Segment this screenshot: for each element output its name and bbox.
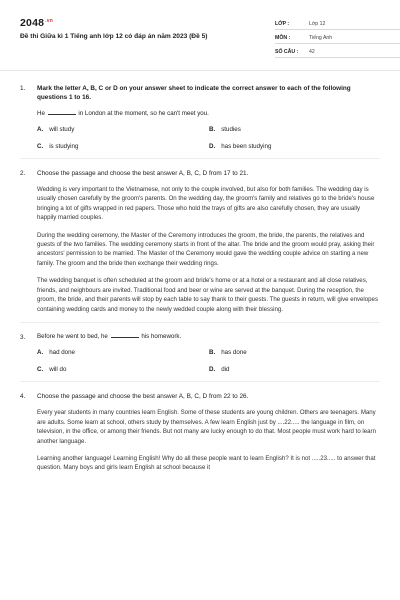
option-text: had done (49, 349, 75, 357)
answer-blank (48, 110, 76, 115)
stem-text: in London at the moment, so he can't meet you. (78, 109, 209, 117)
answer-blank (111, 333, 139, 338)
site-logo[interactable] (20, 16, 53, 31)
option-letter: C. (37, 142, 44, 150)
question-prompt: Choose the passage and choose the best answer A, B, C, D from 22 to 26. (37, 393, 249, 400)
meta-label: SỐ CÂU : (275, 49, 299, 56)
question-divider (20, 158, 380, 159)
option-a[interactable] (37, 126, 209, 135)
option-letter: A. (37, 349, 44, 357)
stem-text: his homework. (141, 333, 182, 341)
option-c[interactable] (37, 366, 209, 375)
option-letter: D. (209, 142, 216, 150)
meta-value: 42 (309, 49, 315, 56)
question-number: 3. (20, 334, 26, 342)
passage-paragraph: Every year students in many countries learn English. Some of these students are young children. Others are teenagers. Many are adults. Some learn at school, others study by themselves. A few learn English just by ....22..... the language in film, on television, in the office, or among their friends. But not many are lucky enough to do that. Most people must work hard to learn another language. (37, 409, 376, 445)
question-list (20, 84, 380, 482)
option-text: did (221, 366, 230, 374)
passage-paragraph: The wedding banquet is often scheduled at the groom and bride's home or at a hotel or a restaurant and all close relatives, friends, and neighbours are invited. Traditional food and beer or wine are served at the banquet. During the reception, the groom, the bride, and their parents will stop by each table to say thank to their guests. The guests in return, will give envelopes containing wedding cards and money to the newly wedded couple along with their blessing. (37, 277, 378, 313)
question-stem (37, 333, 380, 342)
question-divider (20, 381, 380, 382)
question-prompt: Mark the letter A, B, C or D on your answer sheet to indicate the correct answer to each of the following questions 1 to 16. (37, 85, 351, 102)
passage-paragraph: Wedding is very important to the Vietnamese, not only to the couple involved, but also for both families. The wedding day is usually chosen carefully by the groom's parents. On the wedding day, the groom's family and relatives go to the bride's house bringing a lot of gifts wrapped in red papers. Those who hold the trays of gifts are also carefully chosen, they are usually happily married couples. (37, 185, 375, 222)
logo-number: 2048 (20, 17, 45, 29)
option-letter: C. (37, 366, 44, 374)
meta-row-count (275, 44, 400, 58)
meta-row-class (275, 16, 400, 30)
question-1 (20, 84, 380, 159)
option-text: has done (221, 349, 247, 357)
option-text: has been studying (221, 142, 272, 150)
question-number: 4. (20, 393, 26, 400)
question-2 (20, 169, 380, 324)
option-b[interactable] (209, 349, 381, 358)
option-letter: B. (209, 349, 216, 357)
question-3 (20, 333, 380, 382)
option-letter: A. (37, 125, 44, 133)
option-c[interactable] (37, 143, 209, 152)
option-letter: B. (209, 125, 216, 133)
option-text: will do (49, 366, 67, 374)
logo-suffix: .vn (45, 17, 53, 24)
question-prompt: Choose the passage and choose the best answer A, B, C, D from 17 to 21. (37, 169, 249, 177)
page-title: Đề thi Giữa kì 1 Tiếng anh lớp 12 có đáp án năm 2023 (Đề 5) (20, 33, 208, 40)
meta-label: MÔN : (275, 35, 291, 42)
option-text: will study (49, 125, 75, 133)
exam-meta (275, 16, 400, 58)
stem-text: Before he went to bed, he (37, 333, 108, 341)
option-b[interactable] (209, 126, 381, 135)
question-divider (20, 322, 380, 323)
option-letter: D. (209, 366, 216, 374)
header (20, 12, 380, 64)
header-divider (0, 70, 400, 71)
passage-paragraph: During the wedding ceremony, the Master of the Ceremony introduces the groom, the bride, the parents, the relatives and guests of the two families. The wedding ceremony starts in front of the altar. The bride and the groom would pray, asking their ancestors' permission to be married. The Master of the Ceremony would gave the wedding couple advice on starting a new family. The groom and the bride then exchange their wedding rings. (37, 231, 375, 267)
stem-text: He (37, 109, 45, 117)
option-a[interactable] (37, 349, 209, 358)
option-d[interactable] (209, 366, 381, 375)
question-4 (20, 392, 380, 473)
answer-options (37, 126, 380, 152)
option-d[interactable] (209, 143, 381, 152)
question-stem (37, 110, 380, 119)
option-text: studies (221, 125, 241, 133)
meta-label: LỚP : (275, 21, 290, 28)
question-number: 2. (20, 169, 26, 177)
meta-value: Lớp 12 (309, 21, 326, 28)
option-text: is studying (49, 142, 79, 150)
passage-paragraph: Learning another language! Learning English! Why do all these people want to learn English? It is not .....23..... to answer that question. Many boys and girls learn English at school because it (37, 455, 376, 472)
question-number: 1. (20, 85, 26, 92)
meta-value: Tiếng Anh (309, 35, 333, 42)
answer-options (37, 349, 380, 375)
meta-row-subject (275, 30, 400, 44)
